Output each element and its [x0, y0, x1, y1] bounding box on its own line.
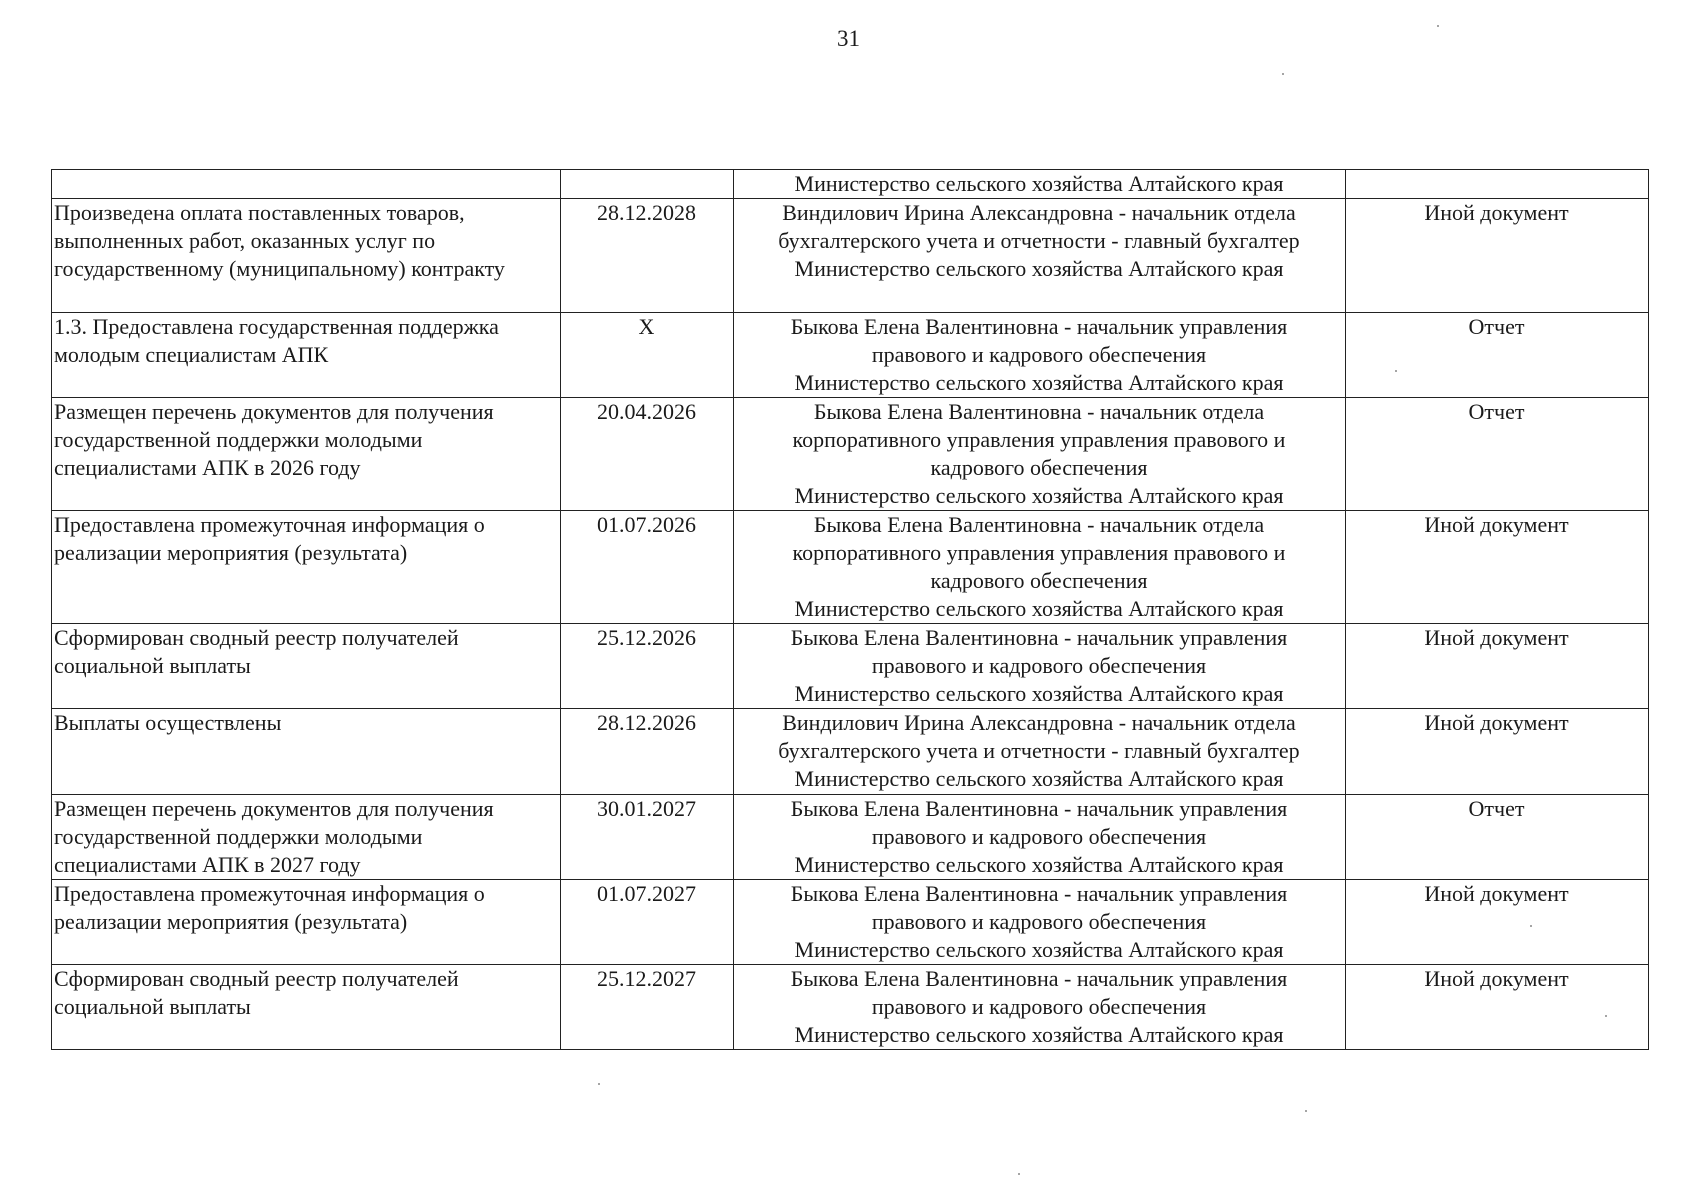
- responsible-line: Быкова Елена Валентиновна - начальник управления: [790, 796, 1288, 821]
- responsible-line: Министерство сельского хозяйства Алтайского края: [794, 171, 1284, 196]
- event-cell: Предоставлена промежуточная информация о реализации мероприятия (результата): [52, 880, 561, 965]
- responsible-line: правового и кадрового обеспечения: [871, 824, 1207, 849]
- table-row: [52, 398, 1649, 511]
- responsible-line: Быкова Елена Валентиновна - начальник управления: [790, 314, 1288, 339]
- event-cell: [52, 170, 561, 199]
- responsible-line: Быкова Елена Валентиновна - начальник отдела: [813, 399, 1265, 424]
- responsible-line: Министерство сельского хозяйства Алтайского края: [794, 852, 1284, 877]
- responsible-line: Министерство сельского хозяйства Алтайского края: [794, 483, 1284, 508]
- control-points-table: [51, 169, 1649, 1050]
- document-type-cell: Отчет: [1346, 795, 1649, 880]
- table-row: [52, 170, 1649, 199]
- date-cell: 25.12.2027: [561, 965, 734, 1050]
- event-cell: Произведена оплата поставленных товаров, выполненных работ, оказанных услуг по государственному (муниципальному) контракту: [52, 199, 561, 313]
- responsible-line: Быкова Елена Валентиновна - начальник управления: [790, 881, 1288, 906]
- responsible-line: корпоративного управления управления правового и: [792, 427, 1286, 452]
- responsible-cell: [734, 313, 1346, 398]
- responsible-line: Быкова Елена Валентиновна - начальник управления: [790, 625, 1288, 650]
- table-row: [52, 880, 1649, 965]
- table-row: [52, 624, 1649, 709]
- table-body: [52, 170, 1649, 1050]
- responsible-line: Министерство сельского хозяйства Алтайского края: [794, 370, 1284, 395]
- scan-speck: [1305, 1110, 1307, 1112]
- table-row: [52, 313, 1649, 398]
- document-type-cell: Отчет: [1346, 398, 1649, 511]
- table-row: [52, 511, 1649, 624]
- responsible-cell: [734, 624, 1346, 709]
- responsible-cell: [734, 199, 1346, 313]
- responsible-line: правового и кадрового обеспечения: [871, 653, 1207, 678]
- document-type-cell: Иной документ: [1346, 709, 1649, 795]
- responsible-cell: [734, 511, 1346, 624]
- date-cell: 01.07.2027: [561, 880, 734, 965]
- responsible-line: кадрового обеспечения: [930, 455, 1148, 480]
- date-cell: 01.07.2026: [561, 511, 734, 624]
- responsible-line: Министерство сельского хозяйства Алтайского края: [794, 596, 1284, 621]
- event-cell: Выплаты осуществлены: [52, 709, 561, 795]
- document-type-cell: Иной документ: [1346, 880, 1649, 965]
- table-row: [52, 965, 1649, 1050]
- scan-speck: [1530, 925, 1532, 927]
- date-cell: 30.01.2027: [561, 795, 734, 880]
- responsible-cell: [734, 170, 1346, 199]
- responsible-cell: [734, 398, 1346, 511]
- date-cell: 28.12.2028: [561, 199, 734, 313]
- responsible-cell: [734, 709, 1346, 795]
- responsible-line: бухгалтерского учета и отчетности - главный бухгалтер: [778, 228, 1300, 253]
- document-type-cell: Иной документ: [1346, 965, 1649, 1050]
- responsible-line: правового и кадрового обеспечения: [871, 909, 1207, 934]
- page-number: 31: [837, 26, 860, 51]
- date-cell: Х: [561, 313, 734, 398]
- responsible-cell: [734, 965, 1346, 1050]
- event-cell: Сформирован сводный реестр получателей социальной выплаты: [52, 624, 561, 709]
- scan-speck: [1018, 1173, 1020, 1175]
- responsible-line: правового и кадрового обеспечения: [871, 994, 1207, 1019]
- responsible-line: Виндилович Ирина Александровна - начальник отдела: [782, 200, 1296, 225]
- document-type-cell: Отчет: [1346, 313, 1649, 398]
- responsible-cell: [734, 795, 1346, 880]
- responsible-line: бухгалтерского учета и отчетности - главный бухгалтер: [778, 738, 1300, 763]
- responsible-line: Министерство сельского хозяйства Алтайского края: [794, 256, 1284, 281]
- event-cell: Сформирован сводный реестр получателей социальной выплаты: [52, 965, 561, 1050]
- scan-speck: [1282, 73, 1284, 75]
- responsible-line: Виндилович Ирина Александровна - начальник отдела: [782, 710, 1296, 735]
- date-cell: [561, 170, 734, 199]
- scan-speck: [1395, 370, 1397, 372]
- responsible-line: корпоративного управления управления правового и: [792, 540, 1286, 565]
- event-cell: Размещен перечень документов для получения государственной поддержки молодыми специалистами АПК в 2026 году: [52, 398, 561, 511]
- event-cell: Размещен перечень документов для получения государственной поддержки молодыми специалистами АПК в 2027 году: [52, 795, 561, 880]
- document-type-cell: Иной документ: [1346, 199, 1649, 313]
- table-row: [52, 199, 1649, 313]
- responsible-line: Министерство сельского хозяйства Алтайского края: [794, 1022, 1284, 1047]
- date-cell: 25.12.2026: [561, 624, 734, 709]
- table-row: [52, 709, 1649, 795]
- document-type-cell: [1346, 170, 1649, 199]
- responsible-line: правового и кадрового обеспечения: [871, 342, 1207, 367]
- table-row: [52, 795, 1649, 880]
- responsible-line: Министерство сельского хозяйства Алтайского края: [794, 681, 1284, 706]
- event-cell: Предоставлена промежуточная информация о реализации мероприятия (результата): [52, 511, 561, 624]
- responsible-cell: [734, 880, 1346, 965]
- scan-speck: [1437, 25, 1439, 27]
- document-type-cell: Иной документ: [1346, 511, 1649, 624]
- date-cell: 28.12.2026: [561, 709, 734, 795]
- responsible-line: кадрового обеспечения: [930, 568, 1148, 593]
- date-cell: 20.04.2026: [561, 398, 734, 511]
- responsible-line: Министерство сельского хозяйства Алтайского края: [794, 937, 1284, 962]
- event-cell: 1.3. Предоставлена государственная поддержка молодым специалистам АПК: [52, 313, 561, 398]
- scan-speck: [598, 1083, 600, 1085]
- responsible-line: Быкова Елена Валентиновна - начальник отдела: [813, 512, 1265, 537]
- document-type-cell: Иной документ: [1346, 624, 1649, 709]
- scan-speck: [1605, 1015, 1607, 1017]
- responsible-line: Министерство сельского хозяйства Алтайского края: [794, 766, 1284, 791]
- responsible-line: Быкова Елена Валентиновна - начальник управления: [790, 966, 1288, 991]
